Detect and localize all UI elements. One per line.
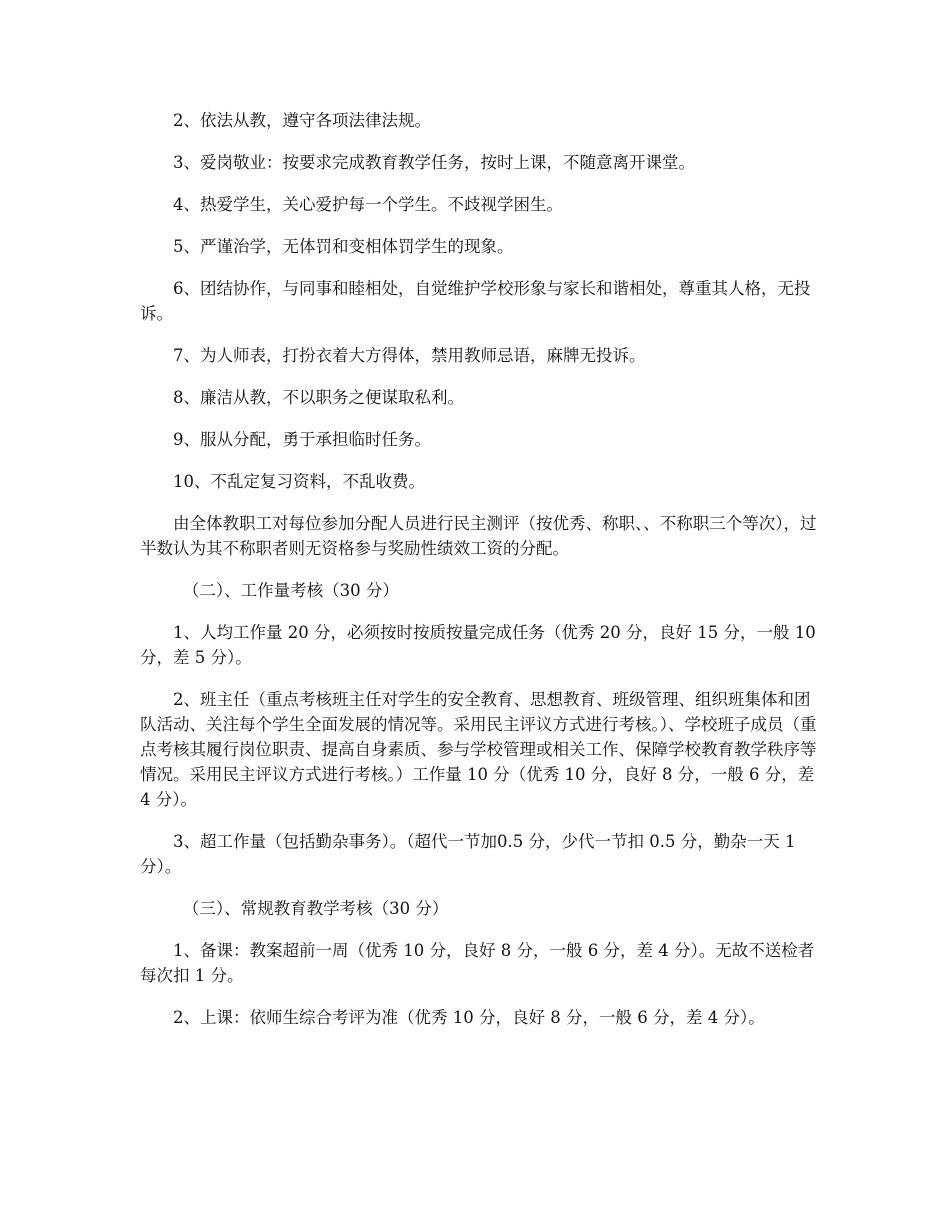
paragraph-item-5: 5、严谨治学，无体罚和变相体罚学生的现象。 [173, 237, 514, 256]
paragraph-item-10: 10、不乱定复习资料，不乱收费。 [173, 472, 425, 491]
document-body [140, 108, 820, 1047]
paragraph-democratic-evaluation: 由全体教职工对每位参加分配人员进行民主测评（按优秀、称职、、不称职三个等次），过半数认为其不称职者则无资格参与奖励性绩效工资的分配。 [140, 514, 817, 558]
paragraph-class-teaching: 2、上课：依师生综合考评为准（优秀 10 分，良好 8 分，一般 6 分，差 4 分）。 [173, 1008, 765, 1027]
paragraph-workload-3: 3、超工作量（包括勤杂事务）。（超代一节加0.5 分，少代一节扣 0.5 分，勤杂一天 1 分）。 [140, 832, 796, 876]
section-heading-workload: （二）、工作量考核（30 分） [182, 581, 399, 600]
paragraph-item-2: 2、依法从教，遵守各项法律法规。 [173, 111, 431, 130]
paragraph-item-7: 7、为人师表，打扮衣着大方得体，禁用教师忌语，麻牌无投诉。 [173, 346, 646, 365]
paragraph-workload-1: 1、人均工作量 20 分，必须按时按质按量完成任务（优秀 20 分，良好 15 分，一般 10 分，差 5 分）。 [140, 623, 816, 667]
paragraph-lesson-prep: 1、备课：教案超前一周（优秀 10 分，良好 8 分，一般 6 分，差 4 分）。无故不送检者每次扣 1 分。 [140, 941, 815, 985]
paragraph-item-8: 8、廉洁从教，不以职务之便谋取私利。 [173, 388, 464, 407]
paragraph-item-6: 6、团结协作，与同事和睦相处，自觉维护学校形象与家长和谐相处，尊重其人格，无投诉。 [140, 279, 811, 323]
paragraph-item-3: 3、爱岗敬业：按要求完成教育教学任务，按时上课，不随意离开课堂。 [173, 153, 695, 172]
paragraph-item-4: 4、热爱学生，关心爱护每一个学生。不歧视学困生。 [173, 195, 563, 214]
section-heading-routine-teaching: （三）、常规教育教学考核（30 分） [182, 899, 449, 918]
paragraph-workload-2: 2、班主任（重点考核班主任对学生的安全教育、思想教育、班级管理、组织班集体和团队活动、关注每个学生全面发展的情况等。采用民主评议方式进行考核。）、学校班子成员（重点考核其履行岗位职责、提高自身素质、参与学校管理或相关工作、保障学校教育教学秩序等情况。采用民主评议方式进行考核。）工作量 10 分（优秀 10 分，良好 8 分，一般 6 分，差 4 分）。 [140, 690, 817, 809]
paragraph-item-9: 9、服从分配，勇于承担临时任务。 [173, 430, 431, 449]
